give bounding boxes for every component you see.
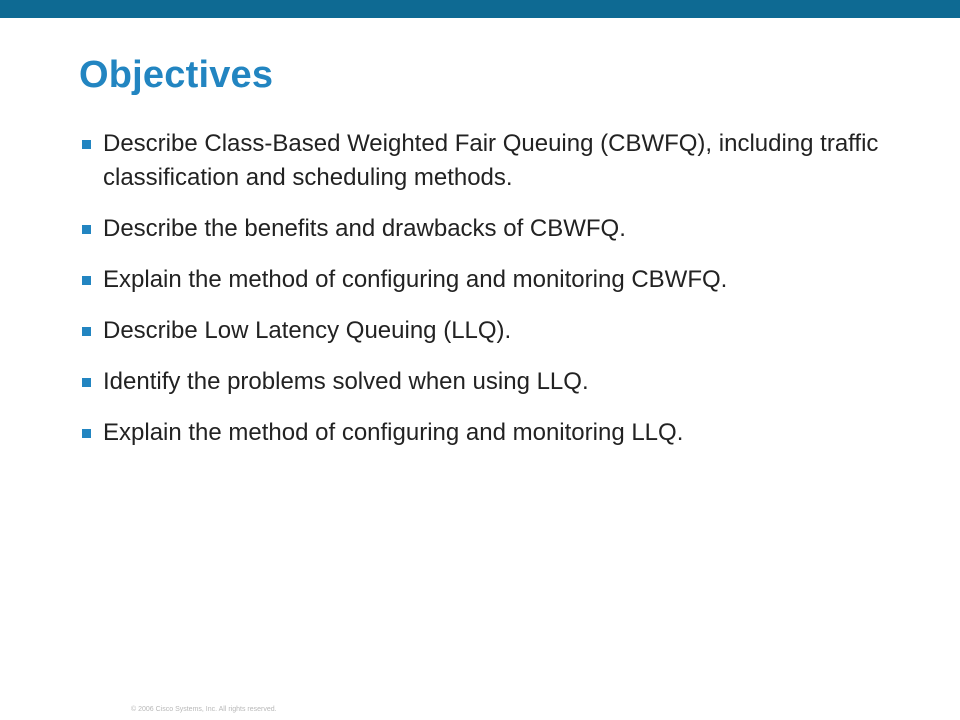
objective-item [82, 127, 922, 195]
objective-item [82, 365, 922, 399]
objective-text: Describe the benefits and drawbacks of CBWFQ. [103, 215, 626, 242]
objective-text: Describe Low Latency Queuing (LLQ). [103, 317, 512, 344]
slide-title: Objectives [79, 54, 274, 96]
top-header-bar [0, 0, 960, 18]
square-bullet-icon [82, 327, 91, 336]
objective-item [82, 263, 922, 297]
copyright-footer: © 2006 Cisco Systems, Inc. All rights reserved. [131, 706, 277, 713]
square-bullet-icon [82, 225, 91, 234]
square-bullet-icon [82, 140, 91, 149]
objective-text: Explain the method of configuring and monitoring CBWFQ. [103, 266, 728, 293]
objective-text: Explain the method of configuring and monitoring LLQ. [103, 419, 684, 446]
objective-text: Describe Class-Based Weighted Fair Queuing (CBWFQ), including traffic classification and scheduling methods. [103, 130, 879, 191]
objective-item [82, 416, 922, 450]
objectives-list [82, 127, 922, 467]
square-bullet-icon [82, 276, 91, 285]
objective-text: Identify the problems solved when using LLQ. [103, 368, 589, 395]
square-bullet-icon [82, 378, 91, 387]
objective-item [82, 314, 922, 348]
square-bullet-icon [82, 429, 91, 438]
objective-item [82, 212, 922, 246]
